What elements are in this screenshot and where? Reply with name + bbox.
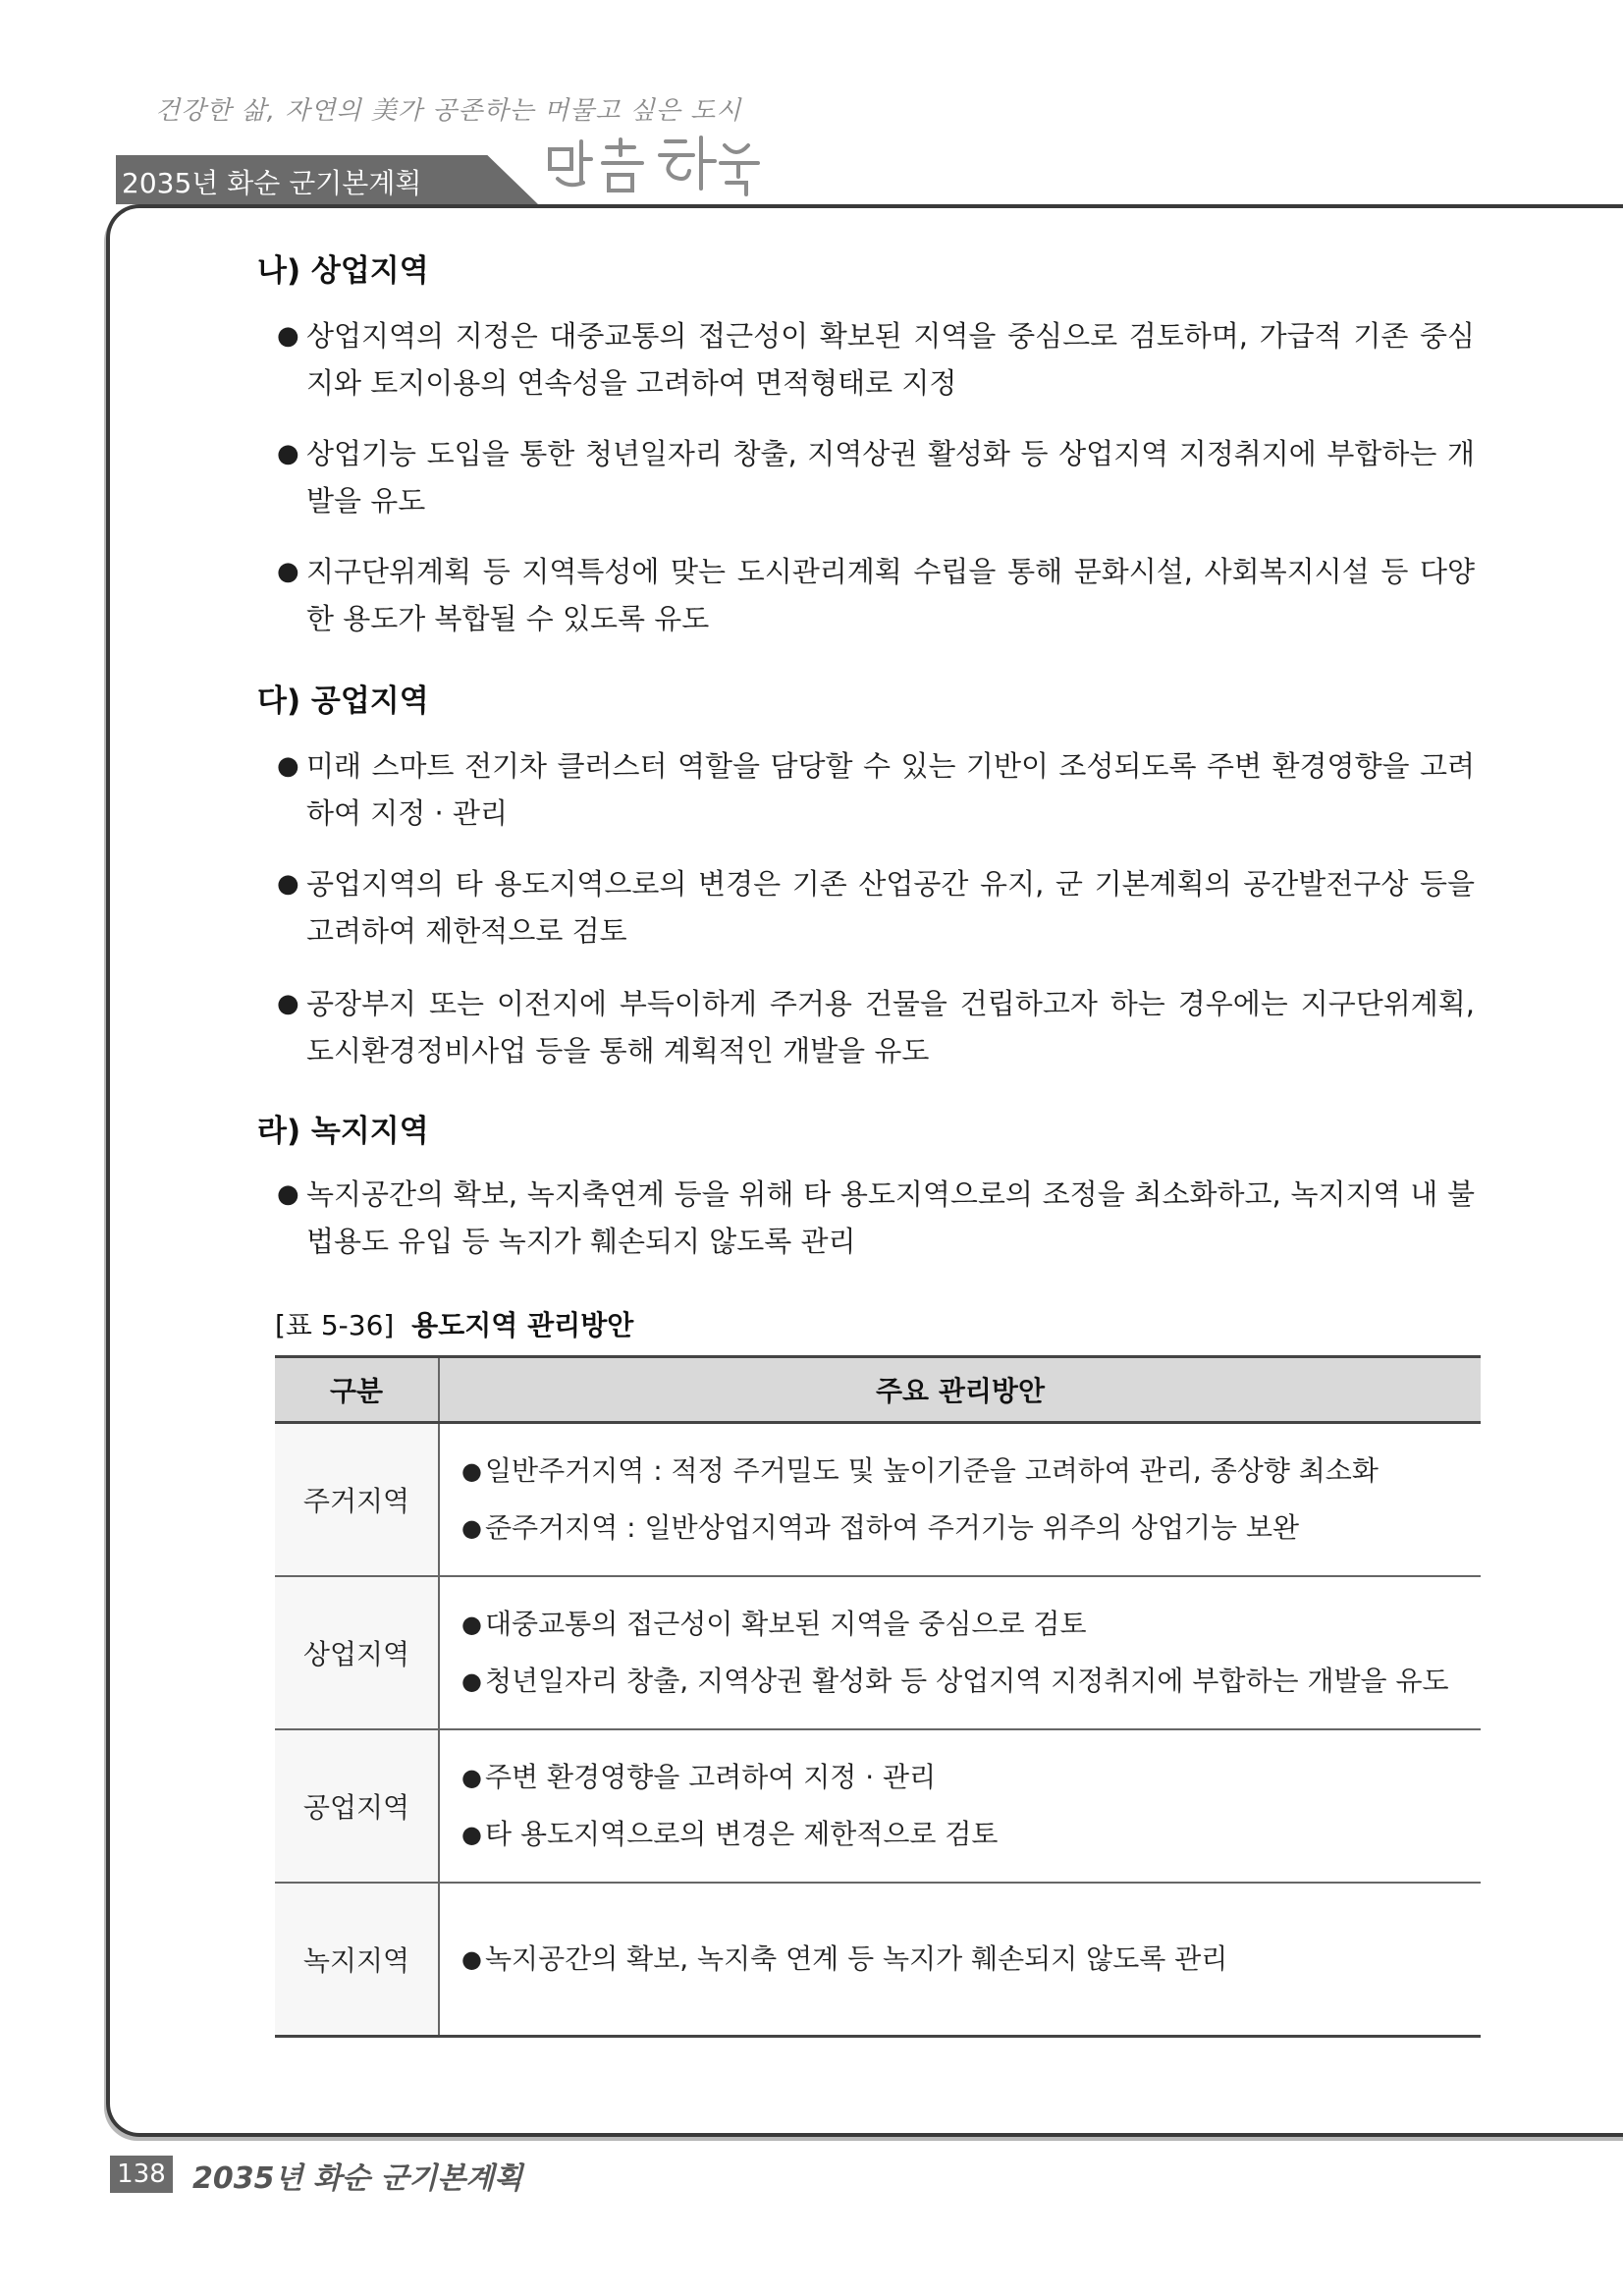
list-item: ● 녹지공간의 확보, 녹지축연계 등을 위해 타 용도지역으로의 조정을 최소화하고, 녹지지역 내 불법용도 유입 등 녹지가 훼손되지 않도록 관리 [277,1171,1475,1265]
zoning-management-table [275,1355,1481,2038]
row-category: 상업지역 [275,1576,439,1729]
list-item: ● 대중교통의 접근성이 확보된 지역을 중심으로 검토 [461,1596,1480,1653]
column-header-category: 구분 [275,1357,439,1423]
row-measures [439,1729,1481,1883]
list-item: ● 지구단위계획 등 지역특성에 맞는 도시관리계획 수립을 통해 문화시설, 사회복지시설 등 다양한 용도가 복합될 수 있도록 유도 [277,548,1475,642]
row-category: 공업지역 [275,1729,439,1883]
section-title-industrial: 다) 공업지역 [257,683,429,719]
list-item: ● 녹지공간의 확보, 녹지축 연계 등 녹지가 훼손되지 않도록 관리 [461,1931,1480,1988]
table-title: 용도지역 관리방안 [411,1309,634,1341]
row-category: 녹지지역 [275,1883,439,2037]
bullet-icon: ● [277,751,299,781]
column-header-measures: 주요 관리방안 [439,1357,1481,1423]
row-category: 주거지역 [275,1423,439,1577]
table-row [275,1576,1481,1729]
bullet-icon: ● [461,1514,482,1542]
table-number: [표 5-36] [275,1309,395,1341]
plan-title: 2035년 화순 군기본계획 [122,167,422,199]
header-slogan: 건강한 삶, 자연의 美가 공존하는 머물고 싶은 도시 [155,96,742,126]
section-title-green: 라) 녹지지역 [257,1114,429,1149]
bullet-icon: ● [277,439,299,468]
brand-logo [538,128,764,206]
list-item: ● 상업지역의 지정은 대중교통의 접근성이 확보된 지역을 중심으로 검토하며, 가급적 기존 중심지와 토지이용의 연속성을 고려하여 면적형태로 지정 [277,312,1475,407]
bullet-icon: ● [461,1764,482,1791]
table-caption [275,1304,633,1343]
list-item: ● 상업기능 도입을 통한 청년일자리 창출, 지역상권 활성화 등 상업지역 지정취지에 부합하는 개발을 유도 [277,430,1475,524]
bullet-icon: ● [461,1821,482,1848]
bullet-icon: ● [277,1179,299,1209]
row-measures [439,1423,1481,1577]
row-measures [439,1576,1481,1729]
table-row [275,1423,1481,1577]
page-number: 138 [110,2156,173,2193]
bullet-icon: ● [277,557,299,586]
list-item: ● 일반주거지역 : 적정 주거밀도 및 높이기준을 고려하여 관리, 종상향 최소화 [461,1443,1480,1500]
bullet-icon: ● [277,321,299,351]
list-item: ● 타 용도지역으로의 변경은 제한적으로 검토 [461,1806,1480,1863]
bullet-icon: ● [461,1457,482,1485]
list-item: ● 주변 환경영향을 고려하여 지정 · 관리 [461,1749,1480,1806]
list-item: ● 청년일자리 창출, 지역상권 활성화 등 상업지역 지정취지에 부합하는 개발을 유도 [461,1653,1480,1710]
section-title-commercial: 나) 상업지역 [257,253,429,289]
list-item: ● 공업지역의 타 용도지역으로의 변경은 기존 산업공간 유지, 군 기본계획의 공간발전구상 등을 고려하여 제한적으로 검토 [277,860,1475,955]
footer-title: 2035년 화순 군기본계획 [192,2161,523,2196]
list-item: ● 공장부지 또는 이전지에 부득이하게 주거용 건물을 건립하고자 하는 경우에는 지구단위계획, 도시환경정비사업 등을 통해 계획적인 개발을 유도 [277,980,1475,1074]
bullet-icon: ● [461,1945,482,1973]
bullet-icon: ● [461,1667,482,1695]
list-item: ● 준주거지역 : 일반상업지역과 접하여 주거기능 위주의 상업기능 보완 [461,1500,1480,1557]
bullet-icon: ● [461,1611,482,1638]
bullet-icon: ● [277,989,299,1018]
list-item: ● 미래 스마트 전기차 클러스터 역할을 담당할 수 있는 기반이 조성되도록 주변 환경영향을 고려하여 지정 · 관리 [277,742,1475,837]
row-measures [439,1883,1481,2037]
table-row [275,1729,1481,1883]
table-row [275,1883,1481,2037]
bullet-icon: ● [277,869,299,899]
table-header-row [275,1357,1481,1423]
